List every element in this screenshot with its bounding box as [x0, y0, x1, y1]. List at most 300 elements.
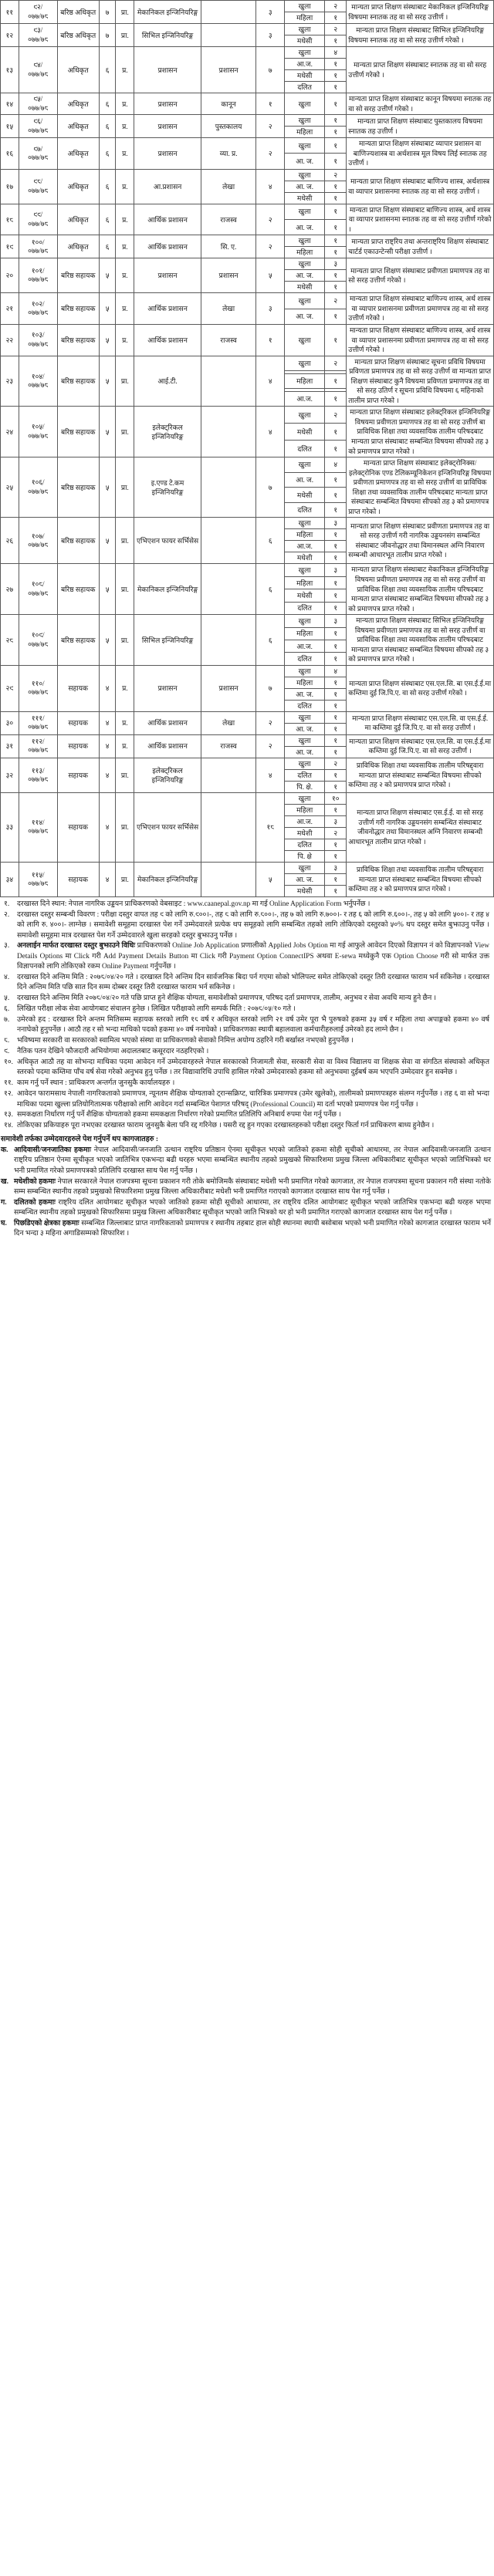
inclusive-document-item — [1, 1198, 491, 1219]
note-text: लिखित परीक्षा लोक सेवा आयोगबाट संचालन हुनेछ । लिखित परीक्षाको लागि सम्पर्क मिति : २०७८/०५/१० गते । — [17, 1005, 296, 1014]
note-text: नैतिक पतन देखिने फौजदारी अभियोगमा अदालतबाट कसूरदार नठहरिएको । — [17, 1048, 209, 1056]
cell-inclusion-group: मधेसी — [285, 192, 325, 204]
cell-post-name: बरिष्ठ सहायक — [57, 258, 99, 293]
cell-group: इलेक्ट्रिकल इन्जिनियरिङ्ग — [134, 407, 201, 457]
cell-group: प्रशासन — [134, 138, 201, 170]
note-text: दरखास्त दिने स्थान: नेपाल नागरिक उड्डयन प्राधिकरणको वेबसाइट : www.caanepal.gov.np मा गई Online Application Form भर्नुपर्नेछ । — [17, 900, 370, 908]
cell-total-positions: १८ — [256, 792, 285, 862]
cell-serial-number: ३४ — [1, 862, 19, 896]
cell-level: ७ — [99, 1, 116, 24]
cell-service: प्रा. — [116, 758, 134, 792]
cell-qualification: मान्यता प्राप्त शिक्षण संस्थाबाट व्यापार प्रशासन वा बाणिज्यशास्त्र वा अर्थशास्त्र मूल विषय लिई स्नातक तह उत्तीर्ण । — [347, 138, 494, 170]
cell-serial-number: २४ — [1, 407, 19, 457]
cell-inclusion-count: १ — [325, 589, 347, 602]
cell-inclusion-count: १ — [325, 235, 347, 247]
table-row — [1, 293, 494, 309]
cell-subgroup — [201, 407, 255, 457]
cell-group: आर्थिक प्रशासन — [134, 293, 201, 325]
cell-qualification: मान्यता प्राप्त शिक्षण संस्थाबाट एस.एल.सि. वा एस.ई.ई. मा कम्तिमा दुई जि.पि.ए. वा सो सरह उत्तीर्ण । — [347, 711, 494, 734]
inclusive-document-item — [1, 1146, 491, 1177]
note-marker: ९. — [4, 1048, 10, 1056]
cell-level: ५ — [99, 356, 116, 407]
cell-serial-number: १२ — [1, 24, 19, 47]
cell-subgroup: राजस्व — [201, 734, 255, 758]
cell-serial-number: ३० — [1, 711, 19, 734]
cell-serial-number: १३ — [1, 47, 19, 93]
cell-total-positions: ४ — [256, 169, 285, 204]
cell-inclusion-count: १ — [325, 70, 347, 82]
cell-service: प्र. — [116, 204, 134, 235]
cell-inclusion-group: मधेसी — [285, 70, 325, 82]
cell-inclusion-count: १ — [325, 688, 347, 700]
cell-post-name: बरिष्ठ सहायक — [57, 457, 99, 518]
inclusive-item-label: मधेशीको हकमाः — [14, 1177, 58, 1186]
cell-level: ६ — [99, 93, 116, 115]
cell-inclusion-group: महिला — [285, 529, 325, 541]
cell-inclusion-group: दलित — [285, 769, 325, 781]
note-marker: १२. — [4, 1090, 13, 1099]
cell-level: ६ — [99, 138, 116, 170]
inclusive-item-text: दलितको हकमाः राष्ट्रिय दलित आयोगबाट सूचीकृत भएको जातिको हकमा सोही सूचीको आधारमा, तर राष्ट्रिय दलित आयोगबाट सूचीकृत भएको जातिभित्र एकभन्दा बढी थरहरु भएमा सम्बन्धित स्थानीय तहको प्रमुखको सिफारिसमा प्रमुख जिल्ला अधिकारीबाट सूचीकृत भएको जाति भित्रको थर हो भनी प्रमाणित गराएको कागजात दरखास्त साथ पेश गर्नु पर्नेछ । — [14, 1198, 491, 1217]
inclusive-section-heading: समावेशी तर्फका उम्मेदवारहरुले पेश गर्नुपर्ने थप कागजातहरु : — [1, 1135, 158, 1143]
table-row — [1, 24, 494, 35]
cell-level: ५ — [99, 258, 116, 293]
cell-inclusion-group: आ. ज. — [285, 688, 325, 700]
inclusive-item-marker: क. — [1, 1146, 8, 1154]
cell-inclusion-group: मधेसी — [285, 488, 325, 503]
cell-inclusion-group: खुला — [285, 258, 325, 270]
cell-service: प्रा. — [116, 564, 134, 615]
cell-total-positions: ३ — [256, 24, 285, 47]
cell-inclusion-count: १ — [325, 769, 347, 781]
cell-inclusion-count: १ — [325, 392, 347, 407]
cell-qualification: मान्यता प्राप्त शिक्षण संस्थाबाट प्रवीणता प्रमाणपत्र तह वा सो सरह उत्तीर्ण गरी नागरिक उड्डयनसंग सम्बन्धित संस्थाबाट जीवनोद्धार तथा विमानस्थल अग्नि निवारण सम्बन्धी आधारभूत तालीम प्राप्त गरेको । — [347, 518, 494, 564]
cell-inclusion-group: आ. ज. — [285, 746, 325, 758]
cell-group: इलेक्ट्रिकल इन्जिनियरिङ्ग — [134, 758, 201, 792]
cell-serial-number: ३२ — [1, 758, 19, 792]
cell-inclusion-count: १ — [325, 488, 347, 503]
cell-inclusion-count: १ — [325, 181, 347, 192]
cell-post-name: बरिष्ठ अधिकृत — [57, 24, 99, 47]
cell-inclusion-count: २ — [325, 169, 347, 181]
cell-total-positions: ४ — [256, 758, 285, 792]
cell-service: प्रा. — [116, 518, 134, 564]
note-text: आवेदन फारामसाथ नेपाली नागरिकताको प्रमाणपत्र, न्यूनतम शैक्षिक योग्यताको ट्रान्सक्रिप्ट, चारित्रिक प्रमाणपत्र (उमेर खुलेको), तालीमको प्रमाणपत्रहरु संलग्न गर्नुपर्नेछ । तह ६ वा सो भन्दा माथिका पदमा खुल्ला प्रतियोगितात्मक परीक्षाको लागि आवेदन गर्दा सम्बन्धित पेशागत परिषद् (Professional Council) मा दर्ता भएको प्रमाणपत्र पेश गर्नु पर्नेछ । — [17, 1090, 489, 1109]
inclusive-item-label: आदिवासी/जनजातिका हकमाः — [14, 1146, 94, 1154]
cell-subgroup: राजस्व — [201, 204, 255, 235]
cell-level: ६ — [99, 47, 116, 93]
cell-post-name: सहायक — [57, 734, 99, 758]
cell-advertisement-number: १०७/ ०७७/७८ — [19, 518, 57, 564]
cell-inclusion-count: १ — [325, 576, 347, 589]
cell-qualification: मान्यता प्राप्त शिक्षण संस्थाबाट सिभिल इन्जिनियरिङ्ग विषयमा प्रवीणता प्रमाणपत्र तह वा सो सरह उत्तीर्ण वा प्राविधिक शिक्षा तथा व्यवसायिक तालीम परिषदबाट मान्यता प्राप्त संस्थाबाट सम्बन्धित विषयमा सीपको तह ३ को प्रमाणपत्र प्राप्त गरेको । — [347, 615, 494, 666]
cell-group: प्रशासन — [134, 93, 201, 115]
cell-post-name: सहायक — [57, 862, 99, 896]
cell-inclusion-group: दलित — [285, 502, 325, 518]
cell-inclusion-count: २ — [325, 293, 347, 309]
cell-group: सिभिल इन्जिनियरिङ्ग — [134, 24, 201, 47]
cell-advertisement-number: ११४/ ०७७/७८ — [19, 792, 57, 862]
table-row — [1, 235, 494, 247]
cell-inclusion-group: खुला — [285, 169, 325, 181]
cell-inclusion-count: १ — [325, 247, 347, 258]
cell-total-positions: ७ — [256, 665, 285, 711]
cell-service: प्र. — [116, 258, 134, 293]
cell-inclusion-group: खुला — [285, 518, 325, 529]
cell-serial-number: २७ — [1, 564, 19, 615]
cell-subgroup — [201, 564, 255, 615]
cell-level: ४ — [99, 734, 116, 758]
inclusive-item-text: मधेशीको हकमाः नेपाल सरकारले नेपाल राजपत्रमा सूचना प्रकाशन गरी तोके बमोजिमकै संस्थाबाट मधेशी भनी प्रमाणित गरेको कागजात, तर नेपाल राजपत्रमा सूचना प्रकाशन गरी संस्था नतोके सम्म सम्बन्धित स्थानीय तहको प्रमुखको सिफारिशमा प्रमुख जिल्ला अधिकारीबाट मधेशी भनी प्रमाणित गराएको कागजात दरखास्त साथ पेश गर्नु पर्नेछ । — [14, 1177, 491, 1196]
note-marker: ८. — [4, 1037, 10, 1045]
cell-inclusion-count: १ — [325, 804, 347, 815]
cell-service: प्रा. — [116, 792, 134, 862]
cell-inclusion-count: १ — [325, 127, 347, 138]
note-marker: ६. — [4, 1005, 10, 1014]
cell-subgroup — [201, 1, 255, 24]
cell-inclusion-group: महिला — [285, 804, 325, 815]
cell-serial-number: ३१ — [1, 734, 19, 758]
note-marker: ३. — [4, 942, 10, 950]
cell-group: प्रशासन — [134, 115, 201, 138]
note-marker: ७. — [4, 1016, 10, 1024]
cell-qualification: मान्यता प्राप्त शिक्षण संस्थाबाट पुस्तकालय विषयमा स्नातक तह उत्तीर्ण । — [347, 115, 494, 138]
cell-qualification: मान्यता प्राप्त शिक्षण संस्थाबाट इलेक्ट्रिकल इन्जिनियरिङ्ग विषयमा प्रवीणता प्रमाणपत्र तह वा सो सरह उत्तीर्ण बा प्राविधिक शिक्षा तथा व्यवसायिक तालीम परिषदबाट मान्यता प्राप्त संस्थाबाट सम्बन्धित विषयमा सीपको तह ३ को प्रमाणपत्र प्राप्त गरेको । — [347, 407, 494, 457]
cell-total-positions: ६ — [256, 518, 285, 564]
cell-inclusion-group: आ. ज. — [285, 472, 325, 488]
note-marker: ११. — [4, 1079, 13, 1088]
cell-post-name: अधिकृत — [57, 169, 99, 204]
cell-post-name: अधिकृत — [57, 235, 99, 258]
cell-total-positions: २ — [256, 138, 285, 170]
cell-level: ५ — [99, 457, 116, 518]
cell-serial-number: १८ — [1, 204, 19, 235]
cell-inclusion-group: खुला — [285, 711, 325, 723]
inclusive-item-marker: ख. — [1, 1177, 8, 1186]
cell-inclusion-count: १ — [325, 502, 347, 518]
cell-inclusion-group: खुला — [285, 457, 325, 473]
cell-post-name: अधिकृत — [57, 138, 99, 170]
note-marker: १०. — [4, 1058, 13, 1066]
note-text: दरखास्त दिने अन्तिम मिति : २०७८/०४/२० गते । दरखास्त दिने अन्तिम दिन सार्वजनिक बिदा पर्न गएमा सोको भोलिपल्ट समेत तोकिएको दस्तूर तिरी दरखास्त फाराम भर्न सकिनेछ । दरखास्त दिने अन्तिम मिति पछि सात दिन सम्म दोब्बर दस्तूर तिरी दरखास्त फाराम भर्न सकिनेछ । — [17, 974, 489, 992]
cell-subgroup: लेखा — [201, 169, 255, 204]
cell-inclusion-group: खुला — [285, 615, 325, 627]
cell-inclusion-group: मधेसी — [285, 282, 325, 293]
table-row — [1, 665, 494, 677]
inclusive-document-item — [1, 1177, 491, 1198]
cell-post-name: बरिष्ठ सहायक — [57, 293, 99, 325]
cell-level: ७ — [99, 24, 116, 47]
table-row — [1, 325, 494, 356]
cell-inclusion-count: १ — [325, 192, 347, 204]
table-row — [1, 47, 494, 59]
cell-inclusion-count: ३ — [325, 815, 347, 827]
cell-post-name: सहायक — [57, 665, 99, 711]
note-text: अनलाईन मार्फत दरखास्त दस्तुर बुझाउने विधिः प्राधिकरणको Online Job Application प्रणालीको Applied Jobs Option मा गई आफुले आवेदन दिएको विज्ञापन नं को विज्ञापनको View Details Options मा Click गरी Add Payment Details Button मा Click गरी Payment Option ConnectIPS अथवा E-sewa मध्येकुनै एक Option Choose गरी सो मार्फत उक्त विज्ञापनको लागि तोकिएको रकम Online Payment गर्नुपर्नेछ । — [17, 942, 489, 971]
note-item — [2, 1047, 491, 1057]
inclusive-item-label: दलितको हकमाः — [14, 1198, 59, 1207]
cell-service: प्रा. — [116, 615, 134, 666]
cell-inclusion-count: १ — [325, 677, 347, 688]
cell-subgroup: प्रशासन — [201, 665, 255, 711]
table-row — [1, 93, 494, 115]
cell-inclusion-group: आ.ज. — [285, 392, 325, 407]
cell-post-name: सहायक — [57, 758, 99, 792]
note-marker: २. — [4, 910, 10, 919]
cell-inclusion-count: १ — [325, 204, 347, 219]
cell-group: आर्थिक प्रशासन — [134, 235, 201, 258]
cell-group: प्रशासन — [134, 47, 201, 93]
cell-group: एभिएशन फायर सर्भिसेस — [134, 792, 201, 862]
cell-inclusion-group: दलित — [285, 441, 325, 457]
cell-service: प्र. — [116, 325, 134, 356]
note-text: दरखास्त दिने अन्तिम मिति २०७८/०४/२० गते पछि प्राप्त हुने शैक्षिक योग्यता, समावेशीको प्रमाणपत्र, परिषद दर्ता प्रमाणपत्र, तालीम, अनुभव र सेवा अवधि मान्य हुने छैन । — [17, 994, 437, 1003]
cell-serial-number: १४ — [1, 93, 19, 115]
cell-serial-number: २८ — [1, 615, 19, 666]
cell-inclusion-group: मधेसी — [285, 589, 325, 602]
cell-service: प्र. — [116, 734, 134, 758]
cell-serial-number: २९ — [1, 665, 19, 711]
cell-inclusion-group: खुला — [285, 138, 325, 154]
cell-subgroup — [201, 356, 255, 407]
cell-service: प्र. — [116, 235, 134, 258]
cell-inclusion-count: ३ — [325, 564, 347, 576]
cell-advertisement-number: ९६/ ०७७/७८ — [19, 115, 57, 138]
note-text: काम गर्नु पर्ने स्थान : प्राधिकरण अन्तर्गत जुनसुकै कार्यालयहरु । — [17, 1079, 175, 1088]
cell-subgroup — [201, 792, 255, 862]
table-row — [1, 564, 494, 576]
cell-level: ४ — [99, 792, 116, 862]
cell-group: आ.प्रशासन — [134, 169, 201, 204]
cell-service: प्र. — [116, 169, 134, 204]
cell-advertisement-number: ९४/ ०७७/७८ — [19, 47, 57, 93]
cell-inclusion-count: ४ — [325, 47, 347, 59]
cell-group: मेकानिकल इन्जिनियरिङ्ग — [134, 1, 201, 24]
cell-post-name: बरिष्ठ सहायक — [57, 564, 99, 615]
cell-service: प्र. — [116, 138, 134, 170]
cell-post-name: बरिष्ठ सहायक — [57, 407, 99, 457]
note-item — [2, 1036, 491, 1046]
cell-post-name: बरिष्ठ सहायक — [57, 615, 99, 666]
cell-total-positions: २ — [256, 734, 285, 758]
cell-inclusion-count: १ — [325, 640, 347, 652]
cell-inclusion-count: १ — [325, 282, 347, 293]
cell-service: प्रा. — [116, 24, 134, 47]
cell-inclusion-count: १ — [325, 59, 347, 70]
vacancy-document-page — [0, 0, 494, 1240]
note-text: तोकिएका प्रकियाहरु पूरा नभएका दरखास्त फाराम जुनसुकै बेला पनि रद्द गरिनेछ । यसरी रद्द हुन गएका दरखास्तहरुको परीक्षा दस्तुर फिर्ता गर्न प्राधिकरण बाध्य हुनेछैन । — [17, 1122, 435, 1130]
inclusive-item-text: आदिवासी/जनजातिका हकमाः नेपाल आदिवासी/जनजाति उत्थान राष्ट्रिय प्रतिष्ठान ऐनमा सूचीकृत भएको जातिको हकमा सोही सूचीको आधारमा, तर नेपाल आदिवासी/जनजाति उत्थान राष्ट्रिय प्रतिष्ठान ऐनमा सूचीकृत भएको जातिभित्र एकभन्दा बढी थरहरु भएमा सम्बन्धित स्थानीय तहको प्रमुखको सिफारिशमा प्रमुख जिल्ला अधिकारीबाट सूचीकृत भएको जातिभित्रको थर भनी प्रमाणित गरेको प्रमाणपत्रको प्रतिलिपि दरखास्त साथ पेश गर्नु पर्नेछ । — [14, 1146, 491, 1175]
cell-qualification: मान्यता प्राप्त शिक्षण संस्थाबाट मेकानिकल इन्जिनियरिङ्ग विषयमा प्रवीणता प्रमाणपत्र तह वा सो सरह उत्तीर्ण वा प्राविधिक शिक्षा तथा व्यवसायिक तालीम परिषदबाट मान्यता प्राप्त संस्थाबाट सम्बन्धित विषयमा सीपको तह ३ को प्रमाणपत्र प्राप्त गरेको । — [347, 564, 494, 615]
cell-group: आर्थिक प्रशासन — [134, 204, 201, 235]
note-item — [2, 1015, 491, 1036]
cell-total-positions: ३ — [256, 1, 285, 24]
cell-level: ५ — [99, 293, 116, 325]
cell-total-positions: ३ — [256, 293, 285, 325]
cell-level: ५ — [99, 407, 116, 457]
cell-post-name: बरिष्ठ अधिकृत — [57, 1, 99, 24]
cell-inclusion-count: १ — [325, 93, 347, 115]
cell-inclusion-count: १ — [325, 441, 347, 457]
note-item — [2, 1079, 491, 1089]
cell-inclusion-group: आ. ज. — [285, 154, 325, 169]
note-marker: १३. — [4, 1111, 13, 1119]
cell-inclusion-count: १ — [325, 82, 347, 93]
cell-subgroup — [201, 758, 255, 792]
cell-post-name: अधिकृत — [57, 47, 99, 93]
cell-inclusion-count: १ — [325, 873, 347, 885]
cell-inclusion-count: १ — [325, 472, 347, 488]
inclusive-document-item — [1, 1219, 491, 1240]
cell-group: मेकानिकल इन्जिनियरिङ्ग — [134, 564, 201, 615]
cell-total-positions: १ — [256, 325, 285, 356]
cell-total-positions: ४ — [256, 356, 285, 407]
cell-service: प्र. — [116, 665, 134, 711]
cell-inclusion-group: मधेसी — [285, 35, 325, 47]
cell-service: प्रा. — [116, 1, 134, 24]
cell-inclusion-group: खुला — [285, 235, 325, 247]
cell-subgroup: व्या. प्र. — [201, 138, 255, 170]
cell-inclusion-count: १ — [325, 653, 347, 665]
cell-serial-number: १९ — [1, 235, 19, 258]
cell-qualification: मान्यता प्राप्त राष्ट्रिय तथा अन्तराष्ट्रिय शिक्षण संस्थाबाट चार्टर्ड एकाउन्टेन्सी परीक्षा उत्तीर्ण । — [347, 235, 494, 258]
cell-level: ५ — [99, 325, 116, 356]
cell-group: आर्थिक प्रशासन — [134, 325, 201, 356]
cell-total-positions: ४ — [256, 407, 285, 457]
cell-subgroup — [201, 24, 255, 47]
cell-level: ६ — [99, 204, 116, 235]
cell-post-name: सहायक — [57, 792, 99, 862]
cell-serial-number: १६ — [1, 138, 19, 170]
cell-subgroup: लेखा — [201, 293, 255, 325]
cell-inclusion-count: १ — [325, 602, 347, 614]
cell-inclusion-count: ४ — [325, 457, 347, 473]
cell-group: एभिएशन फायर सर्भिसेस — [134, 518, 201, 564]
cell-inclusion-group: खुला — [285, 1, 325, 12]
cell-inclusion-group: मधेसी — [285, 424, 325, 441]
cell-level: ४ — [99, 665, 116, 711]
cell-post-name: अधिकृत — [57, 204, 99, 235]
note-item — [2, 1110, 491, 1120]
cell-inclusion-count: ३ — [325, 615, 347, 627]
cell-advertisement-number: ११३/ ०७७/७८ — [19, 758, 57, 792]
cell-inclusion-group: खुला — [285, 356, 325, 370]
cell-inclusion-count: १ — [325, 270, 347, 282]
cell-inclusion-group: महिला — [285, 576, 325, 589]
cell-advertisement-number: १०८/ ०७७/७८ — [19, 564, 57, 615]
note-text: समकक्षता निर्धारण गर्नु पर्ने शैक्षिक योग्यताको हकमा समकक्षता निर्धारण गरेको प्रमाणित प्रतिलिपि अनिबार्य रुपमा पेश गर्नु पर्नेछ । — [17, 1111, 341, 1119]
note-marker: ५. — [4, 994, 10, 1003]
note-item — [2, 1121, 491, 1131]
cell-level: ६ — [99, 169, 116, 204]
notes-list — [0, 900, 494, 1132]
note-bold-lead: अनलाईन मार्फत दरखास्त दस्तुर बुझाउने विधिः — [17, 942, 137, 950]
note-item — [2, 1089, 491, 1110]
cell-inclusion-count: १ — [325, 529, 347, 541]
cell-inclusion-group: दलित — [285, 82, 325, 93]
cell-inclusion-count: ३ — [325, 518, 347, 529]
cell-inclusion-count: १ — [325, 309, 347, 324]
cell-total-positions: २ — [256, 235, 285, 258]
note-text: अधिकृत आठौ तह वा सोभन्दा माथिका पदमा आवेदन गर्ने उम्मेदवारहरुले नेपाल सरकारको निजामती सेवा, सरकारी सेवा वा विश्व विद्यालय वा शिक्षक सेवा वा संगठित संस्थाको अधिकृत स्तरको पदमा कम्तिमा पाँच वर्ष सेवा गरेको अनुभव हुनु पर्नेछ । तर विद्यावारिधि उपाधि हासिल गरेको उम्मेदवारको हकमा सो अनुभवमा दुईबर्ष कम भएपनि उम्मेदवार हुन सक्नेछ । — [17, 1058, 489, 1077]
table-row — [1, 615, 494, 627]
cell-inclusion-group: खुला — [285, 407, 325, 424]
cell-qualification: मान्यता प्राप्त शिक्षण संस्थाबाट सिभिल इन्जिनियरिङ्ग विषयमा स्नातक तह वा सो सरह उत्तीर्ण गरेको । — [347, 24, 494, 47]
table-row — [1, 792, 494, 804]
cell-level: ४ — [99, 758, 116, 792]
cell-service: प्रा. — [116, 356, 134, 407]
cell-subgroup — [201, 862, 255, 896]
cell-serial-number: २० — [1, 258, 19, 293]
cell-post-name: सहायक — [57, 711, 99, 734]
cell-inclusion-group: आ. ज. — [285, 309, 325, 324]
cell-inclusion-count: १ — [325, 424, 347, 441]
cell-advertisement-number: १०९/ ०७७/७८ — [19, 615, 57, 666]
cell-group: मेकानिकल इन्जिनियरिङ्ग — [134, 862, 201, 896]
cell-advertisement-number: १०४/ ०७७/७८ — [19, 356, 57, 407]
cell-inclusion-group: खुला — [285, 758, 325, 769]
cell-total-positions: ५ — [256, 862, 285, 896]
cell-inclusion-group: महिला — [285, 247, 325, 258]
cell-serial-number: २२ — [1, 325, 19, 356]
cell-qualification: मान्यता प्राप्त शिक्षण संस्थाबाट मेकानिकल इन्जिनियरिङ्ग विषयमा स्नातक तह वा सो सरह उत्तीर्ण । — [347, 1, 494, 24]
cell-inclusion-group: आ.ज. — [285, 640, 325, 652]
cell-qualification: मान्यता प्राप्त शिक्षण संस्थाबाट सूचना प्रविधि विषयमा प्रविणता प्रमाणपत्र तह वा सो सरह उत्तीर्ण वा मान्यता प्राप्त शिक्षण संस्थाबाट कुनै विषयमा प्रविणता प्रमाणपत्र तह वा सो सरह उतिर्ण र सूचना प्रविधि विषयमा ६ महिनाको तालीम प्राप्त गरेको । — [347, 356, 494, 407]
cell-subgroup: सि. ए. — [201, 235, 255, 258]
cell-total-positions: ७ — [256, 47, 285, 93]
cell-qualification: प्राविधिक शिक्षा तथा व्यवसायिक तालीम परिषद्द्वारा मान्यता प्राप्त संस्थाबाट सम्बन्धित विषयमा सीपको कम्तिमा तह २ को प्रमाणपत्र प्राप्त गरेको । — [347, 758, 494, 792]
cell-qualification: मान्यता प्राप्त शिक्षण संस्थाबाट बाणिज्य शास्त्र, अर्थ शास्त्र वा व्यापार प्रशासनमा स्नातक तह वा सो सरह उत्तीर्ण गरेको । — [347, 204, 494, 235]
cell-inclusion-group: आ.ज. — [285, 59, 325, 70]
note-item — [2, 900, 491, 910]
cell-inclusion-group: आ. ज. — [285, 270, 325, 282]
cell-advertisement-number: ९२/ ०७७/७८ — [19, 1, 57, 24]
cell-inclusion-group: आ. ज. — [285, 220, 325, 235]
cell-inclusion-group: आ. ज. — [285, 181, 325, 192]
cell-inclusion-group: मधेशी — [285, 552, 325, 564]
cell-advertisement-number: १०६/ ०७७/७८ — [19, 457, 57, 518]
cell-inclusion-group: दलित — [285, 700, 325, 711]
cell-inclusion-count: १ — [325, 373, 347, 388]
cell-inclusion-count: १ — [325, 700, 347, 711]
cell-inclusion-count: ३ — [325, 258, 347, 270]
cell-serial-number: २५ — [1, 457, 19, 518]
cell-total-positions: २ — [256, 115, 285, 138]
cell-service: प्र. — [116, 47, 134, 93]
cell-subgroup: कानून — [201, 93, 255, 115]
table-row — [1, 862, 494, 873]
note-text: उमेरको हद : दरखास्त दिने अन्तम मितिसम्म सहायक स्तरको लागि १८ वर्ष र अधिकृत स्तरको लागि २१ वर्ष उमेर पूरा भै पुरुषको हकमा ३५ वर्ष र महिला तथा अपाङ्गको हकमा ४० वर्ष ननाघेको हुनुपर्नेछ । आठौ तह र सो भन्दा माथिको पदको हकमा ४० वर्ष ननाघेको । प्राधिकरणका स्थायी बहालवाला कर्मचारीहरुलाई उमेरको हद लाग्ने छैन । — [17, 1016, 489, 1035]
note-marker: १४. — [4, 1122, 13, 1130]
cell-subgroup: पुस्तकालय — [201, 115, 255, 138]
cell-total-positions: ७ — [256, 457, 285, 518]
cell-inclusion-group: मधेशी — [285, 827, 325, 839]
cell-qualification: मान्यता प्राप्त शिक्षण संस्थाबाट कानून विषयमा स्नातक तह वा सो सरह उत्तीर्ण गरेको । — [347, 93, 494, 115]
cell-inclusion-group: खुला — [285, 204, 325, 219]
cell-level: ६ — [99, 115, 116, 138]
cell-inclusion-count: २ — [325, 356, 347, 370]
cell-service: प्र. — [116, 93, 134, 115]
cell-level: ५ — [99, 518, 116, 564]
cell-inclusion-group: आ. ज. — [285, 873, 325, 885]
cell-subgroup: प्रशासन — [201, 47, 255, 93]
note-item — [2, 1004, 491, 1015]
cell-inclusion-group: खुला — [285, 325, 325, 356]
table-row — [1, 356, 494, 370]
cell-advertisement-number: ९७/ ०७७/७८ — [19, 138, 57, 170]
cell-serial-number: १५ — [1, 115, 19, 138]
cell-inclusion-count: १ — [325, 541, 347, 552]
